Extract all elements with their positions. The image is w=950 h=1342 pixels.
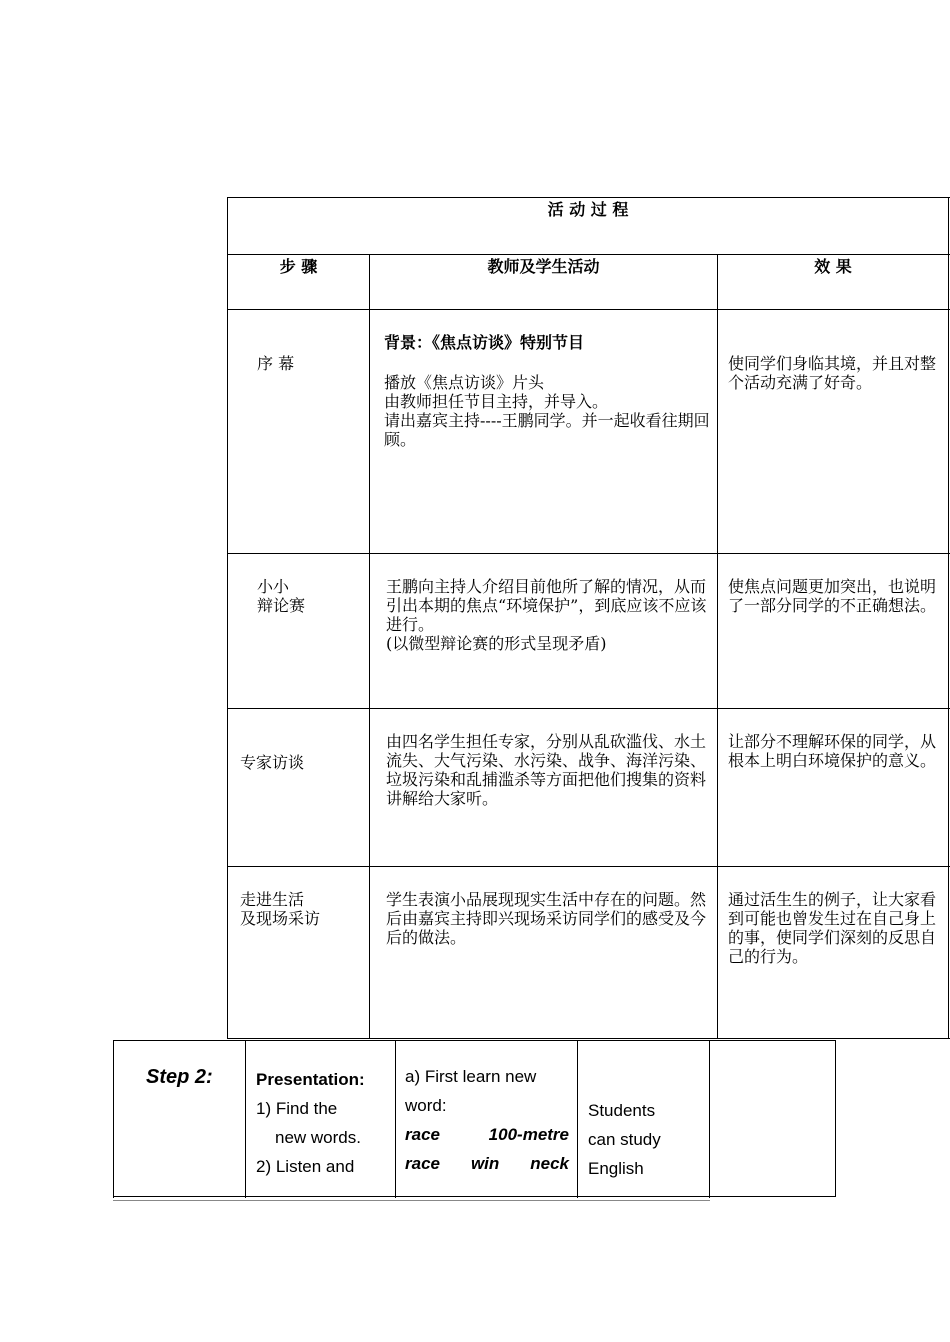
row-activity: 学生表演小品展现现实生活中存在的问题。然后由嘉宾主持即兴现场采访同学们的感受及今后的做法。 xyxy=(386,890,707,947)
row-activity: 由四名学生担任专家，分别从乱砍滥伐、水土流失、大气污染、水污染、战争、海洋污染、垃圾污染和乱捕滥杀等方面把他们搜集的资料讲解给大家听。 xyxy=(386,732,707,808)
header-effect: 效 果 xyxy=(814,257,852,276)
row-step: 序 幕 xyxy=(257,354,295,373)
row-effect: 让部分不理解环保的同学，从根本上明白环境保护的意义。 xyxy=(728,732,937,770)
header-step: 步 骤 xyxy=(279,257,318,276)
row-effect: 使焦点问题更加突出，也说明了一部分同学的不正确想法。 xyxy=(728,577,937,615)
vocabulary-word: win xyxy=(470,1154,500,1173)
vocabulary-word: race xyxy=(405,1125,440,1144)
vocabulary-word: 100-metre xyxy=(488,1125,569,1144)
result-text: Students can study English xyxy=(588,1101,661,1178)
vocabulary-line xyxy=(405,1154,569,1174)
row-effect: 使同学们身临其境，并且对整个活动充满了好奇。 xyxy=(728,354,937,392)
learn-line: word: xyxy=(405,1096,447,1115)
presentation-item: new words. xyxy=(275,1128,361,1147)
vocabulary-word: neck xyxy=(530,1154,569,1173)
table-title: 活 动 过 程 xyxy=(547,200,629,219)
presentation-heading: Presentation: xyxy=(256,1070,365,1089)
row-activity-heading: 背景：《焦点访谈》特别节目 xyxy=(384,333,585,352)
presentation-item: 2) Listen and xyxy=(256,1157,355,1176)
row-step: 专家访谈 xyxy=(240,753,305,772)
row-effect: 通过活生生的例子，让大家看到可能也曾发生过在自己身上的事，使同学们深刻的反思自己的行为。 xyxy=(728,890,937,966)
presentation-item: 1) Find the xyxy=(256,1099,338,1118)
vocabulary-word: race xyxy=(405,1154,440,1173)
row-step: 小小 辩论赛 xyxy=(257,577,306,615)
row-activity: 播放《焦点访谈》片头 由教师担任节目主持，并导入。 请出嘉宾主持----王鹏同学。并一起收看往期回顾。 xyxy=(384,373,710,449)
step-label: Step 2: xyxy=(146,1066,213,1088)
header-activity: 教师及学生活动 xyxy=(487,257,600,276)
row-step: 走进生活 及现场采访 xyxy=(240,890,321,928)
vocabulary-line xyxy=(405,1125,569,1145)
learn-line: a) First learn new xyxy=(405,1067,537,1086)
row-activity: 王鹏向主持人介绍目前他所了解的情况，从而引出本期的焦点“环境保护”，到底应该不应该进行。 (以微型辩论赛的形式呈现矛盾) xyxy=(386,577,707,653)
